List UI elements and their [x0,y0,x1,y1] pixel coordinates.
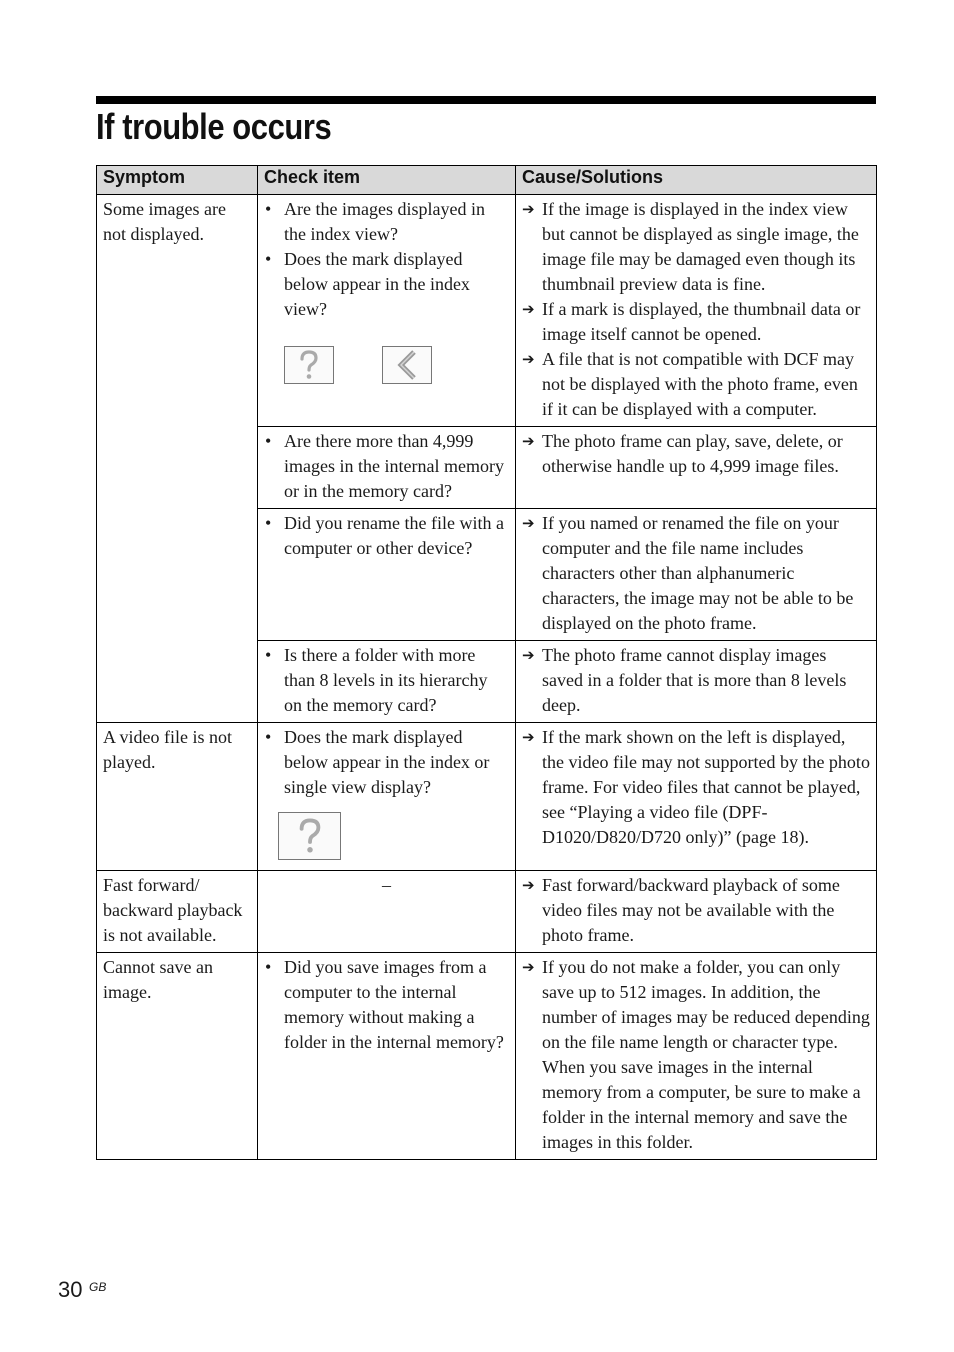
check-item: • Are the images displayed in the index view? [265,199,485,244]
page-title: If trouble occurs [96,106,332,147]
cause-item: ➔ If a mark is displayed, the thumbnail data or image itself cannot be opened. [522,299,861,344]
question-mark-file-icon [278,812,341,860]
check-item: • Does the mark displayed below appear in the index view? [265,249,470,319]
cause-cell [516,195,877,427]
cause-item: ➔ If you named or renamed the file on your computer and the file name includes characters other than alphanumeric characters, the image may not be able to be displayed on the photo frame. [522,513,854,633]
bullet-glyph: • [265,645,272,665]
header-check-item: Check item [258,166,516,195]
arrow-right-icon: ➔ [522,200,535,218]
arrow-right-icon: ➔ [522,300,535,318]
header-cause-solutions: Cause/Solutions [516,166,877,195]
cause-cell [516,953,877,1160]
cause-cell [516,509,877,641]
page-number: 30 [58,1277,83,1302]
symptom-cell: Some images are not displayed. [97,195,258,723]
bullet-glyph: • [265,957,272,977]
check-cell [258,509,516,641]
table-row [97,723,877,871]
cause-cell [516,427,877,509]
check-cell [258,723,516,871]
cause-cell [516,641,877,723]
cause-item: ➔ Fast forward/backward playback of some video files may not be available with the photo frame. [522,875,840,945]
check-item: • Did you save images from a computer to the internal memory without making a folder in the internal memory? [265,957,504,1052]
check-item: • Are there more than 4,999 images in the internal memory or in the memory card? [265,431,504,501]
symptom-cell: Fast forward/ backward playback is not available. [97,871,258,953]
cause-item: ➔ A file that is not compatible with DCF may not be displayed with the photo frame, even if it can be displayed with a computer. [522,349,858,419]
cause-item: ➔ If the mark shown on the left is displayed, the video file may not supported by the photo frame. For video files that cannot be played, see “Playing a video file (DPF-D1020/D820/D720 only)” (page 18). [522,727,870,847]
check-cell [258,641,516,723]
question-mark-file-icon [284,346,334,384]
bullet-glyph: • [265,249,272,269]
check-cell-empty: – [258,871,516,953]
check-cell [258,953,516,1160]
cause-item: ➔ The photo frame cannot display images saved in a folder that is more than 8 levels deep. [522,645,847,715]
bullet-glyph: • [265,431,272,451]
cause-item: ➔ If the image is displayed in the index view but cannot be displayed as single image, the image file may be damaged even though its thumbnail preview data is fine. [522,199,859,294]
bullet-glyph: • [265,513,272,533]
table-row [97,195,877,427]
table-header-row [97,166,877,195]
bullet-glyph: • [265,727,272,747]
arrow-right-icon: ➔ [522,350,535,368]
cause-cell [516,723,877,871]
check-cell [258,195,516,427]
arrow-right-icon: ➔ [522,432,535,450]
region-code: GB [89,1280,107,1294]
arrow-right-icon: ➔ [522,876,535,894]
check-item: • Did you rename the file with a computer or other device? [265,513,504,558]
check-cell [258,427,516,509]
arrow-right-icon: ➔ [522,728,535,746]
title-rule [96,96,876,104]
check-item: • Is there a folder with more than 8 levels in its hierarchy on the memory card? [265,645,488,715]
cause-cell [516,871,877,953]
arrow-right-icon: ➔ [522,646,535,664]
table-row [97,871,877,953]
bullet-glyph: • [265,199,272,219]
check-item: • Does the mark displayed below appear in the index or single view display? [265,727,490,797]
symptom-cell: Cannot save an image. [97,953,258,1160]
cause-item: ➔ The photo frame can play, save, delete, or otherwise handle up to 4,999 image files. [522,431,843,476]
table-row [97,953,877,1160]
cause-item: ➔ If you do not make a folder, you can only save up to 512 images. In addition, the number of images may be reduced depending on the file name length or character type. When you save images in the internal memory from a computer, be sure to make a folder in the internal memory and save the images in this folder. [522,957,870,1152]
troubleshooting-table [96,165,877,1160]
broken-image-icon [382,346,432,384]
header-symptom: Symptom [97,166,258,195]
symptom-cell: A video file is not played. [97,723,258,871]
arrow-right-icon: ➔ [522,514,535,532]
arrow-right-icon: ➔ [522,958,535,976]
